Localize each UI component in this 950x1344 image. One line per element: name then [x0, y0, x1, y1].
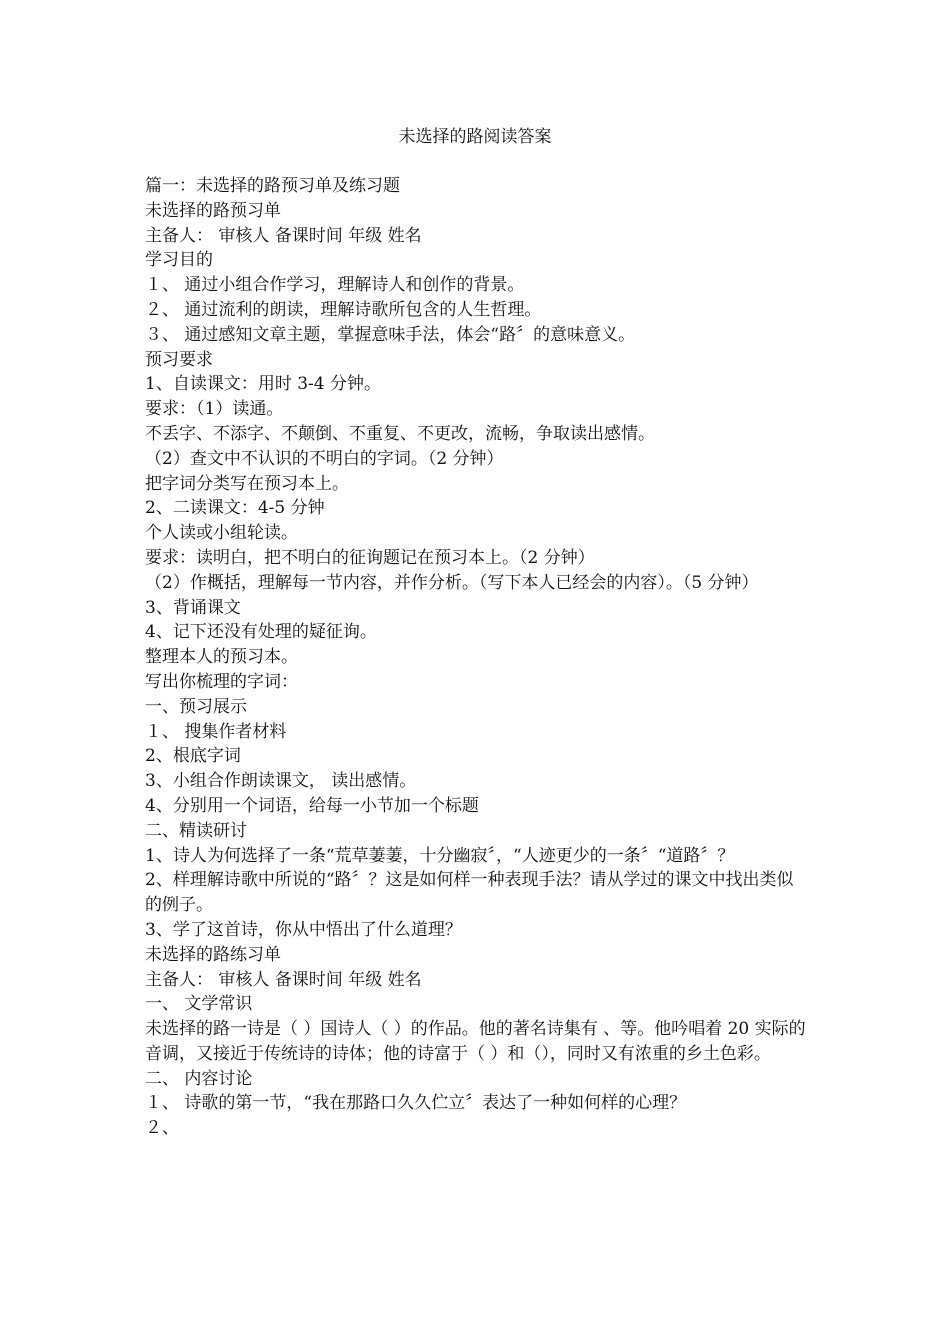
goal-item: ３、 通过感知文章主题，掌握意味手法，体会“路〞的意味意义。 — [145, 324, 636, 345]
preparer-info: 主备人： 审核人 备课时间 年级 姓名 — [145, 969, 422, 990]
subsection-heading: 未选择的路预习单 — [145, 200, 281, 221]
text-line: （2）作概括，理解每一节内容，并作分析。（写下本人已经会的内容）。（5 分钟） — [145, 572, 759, 593]
goal-item: ２、 通过流利的朗读，理解诗歌所包含的人生哲理。 — [145, 299, 542, 320]
text-line: 把字词分类写在预习本上。 — [145, 473, 349, 494]
question-item: １、 诗歌的第一节，“我在那路口久久伫立〞表达了一种如何样的心理？ — [145, 1093, 687, 1114]
text-line: 1、自读课文：用时 3-4 分钟。 — [145, 374, 381, 395]
text-line: 要求：读明白，把不明白的征询题记在预习本上。（2 分钟） — [145, 547, 595, 568]
question-item: 1、诗人为何选择了一条“荒草萋萋，十分幽寂〞，“人迹更少的一条〞“道路〞？ — [145, 845, 735, 866]
text-line: 3、背诵课文 — [145, 597, 241, 618]
text-line: 3、小组合作朗读课文， 读出感情。 — [145, 771, 417, 792]
text-line: 不丢字、不添字、不颠倒、不重复、不更改，流畅，争取读出感情。 — [145, 423, 655, 444]
preparer-info: 主备人： 审核人 备课时间 年级 姓名 — [145, 225, 422, 246]
text-line: 写出你梳理的字词： — [145, 671, 298, 692]
text-line: （2）查文中不认识的不明白的字词。（2 分钟） — [145, 448, 504, 469]
question-item: 3、学了这首诗，你从中悟出了什么道理？ — [145, 919, 462, 940]
text-line: 4、记下还没有处理的疑征询。 — [145, 622, 377, 643]
text-line: １、 搜集作者材料 — [145, 721, 287, 742]
subsection-heading: 预习要求 — [145, 349, 213, 370]
subsection-heading: 一、 文学常识 — [145, 994, 253, 1015]
text-line: 个人读或小组轮读。 — [145, 523, 298, 544]
text-line: 4、分别用一个词语，给每一小节加一个标题 — [145, 795, 479, 816]
subsection-heading: 二、 内容讨论 — [145, 1068, 253, 1089]
question-item: ２、 — [145, 1118, 179, 1139]
subsection-heading: 二、精读研讨 — [145, 820, 247, 841]
subsection-heading: 一、预习展示 — [145, 696, 247, 717]
text-line: 整理本人的预习本。 — [145, 647, 298, 668]
text-line: 未选择的路一诗是（ ）国诗人（ ）的作品。他的著名诗集有 、等。他吟唱着 20 实际的音调，又接近于传统诗的诗体；他的诗富于（ ）和（），同时又有浓重的乡土色彩。 — [145, 1019, 806, 1064]
subsection-heading: 未选择的路练习单 — [145, 944, 281, 965]
document-body — [145, 174, 810, 1141]
text-line: 要求：（1）读通。 — [145, 399, 284, 420]
question-item: 2、样理解诗歌中所说的“路〞？这是如何样一种表现手法？请从学过的课文中找出类似的例子。 — [145, 870, 794, 916]
document-title: 未选择的路阅读答案 — [398, 127, 552, 147]
text-line: 2、二读课文：4-5 分钟 — [145, 498, 325, 519]
text-line: 2、根底字词 — [145, 746, 241, 767]
goal-item: １、 通过小组合作学习，理解诗人和创作的背景。 — [145, 275, 525, 296]
section-heading: 篇一：未选择的路预习单及练习题 — [145, 176, 400, 196]
subsection-heading: 学习目的 — [145, 250, 213, 271]
